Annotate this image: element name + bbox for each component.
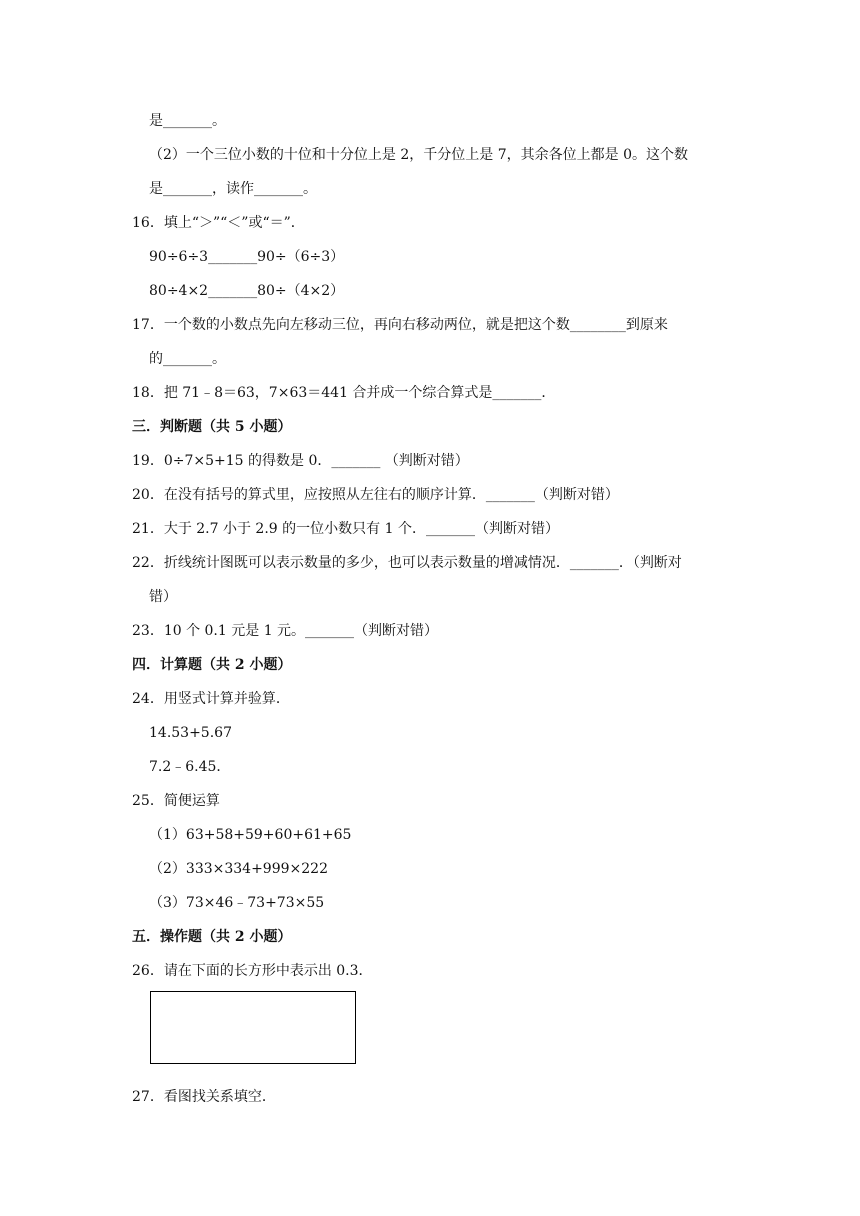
question-26: 26．请在下面的长方形中表示出 0.3． <box>132 963 373 979</box>
question-21: 21．大于 2.7 小于 2.9 的一位小数只有 1 个．_______（判断对错） <box>132 521 559 537</box>
question-17: 17．一个数的小数点先向左移动三位，再向右移动两位，就是把这个数________到原来 <box>132 317 668 333</box>
question-19: 19．0÷7×5+15 的得数是 0．_______ （判断对错） <box>132 453 469 469</box>
answer-rectangle <box>150 991 356 1064</box>
question-16: 16．填上“＞”“＜”或“＝”． <box>132 215 305 231</box>
text-line: 是_______，读作_______。 <box>149 181 317 197</box>
text-line: 是_______。 <box>149 113 226 129</box>
question-24: 24．用竖式计算并验算． <box>132 691 290 707</box>
text-line: 90÷6÷3_______90÷（6÷3） <box>149 249 345 265</box>
text-line: （2）333×334+999×222 <box>149 861 328 877</box>
question-22: 22．折线统计图既可以表示数量的多少，也可以表示数量的增减情况．_______．（判断对 <box>132 555 682 571</box>
question-20: 20．在没有括号的算式里，应按照从左往右的顺序计算．_______（判断对错） <box>132 487 619 503</box>
text-line: （2）一个三位小数的十位和十分位上是 2，千分位上是 7，其余各位上都是 0。这个数 <box>149 147 688 163</box>
question-18: 18．把 71﹣8＝63，7×63＝441 合并成一个综合算式是_______． <box>132 385 556 401</box>
question-23: 23．10 个 0.1 元是 1 元。_______（判断对错） <box>132 623 439 639</box>
text-line: 80÷4×2_______80÷（4×2） <box>149 283 345 299</box>
section-heading: 五．操作题（共 2 小题） <box>132 929 292 945</box>
section-heading: 三．判断题（共 5 小题） <box>132 419 292 435</box>
text-line: （3）73×46﹣73+73×55 <box>149 895 325 911</box>
question-27: 27．看图找关系填空． <box>132 1089 276 1105</box>
text-line: 错） <box>149 589 177 605</box>
question-25: 25．简便运算 <box>132 793 220 809</box>
text-line: （1）63+58+59+60+61+65 <box>149 827 352 843</box>
section-heading: 四．计算题（共 2 小题） <box>132 657 292 673</box>
text-line: 的_______。 <box>149 351 226 367</box>
text-line: 14.53+5.67 <box>149 725 232 741</box>
text-line: 7.2﹣6.45． <box>149 759 231 775</box>
